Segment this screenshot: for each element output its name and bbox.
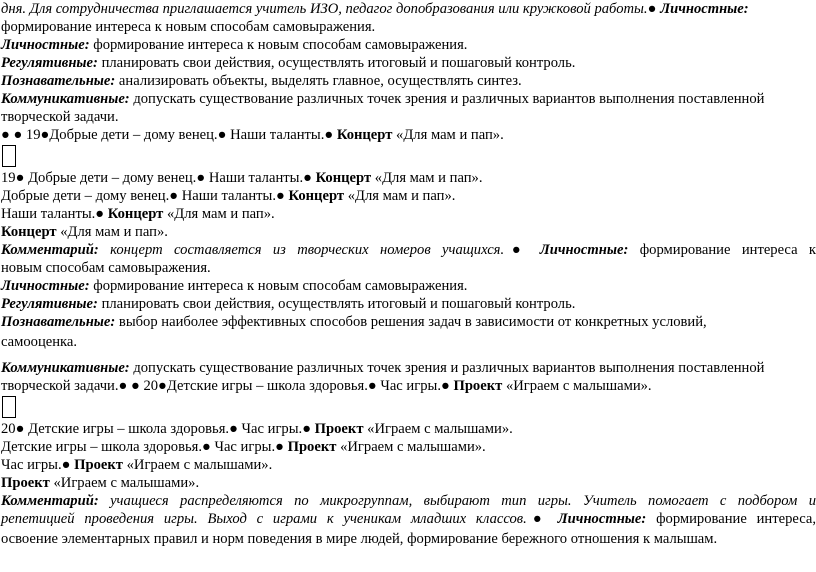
label-proekt: Проект [453, 378, 503, 394]
label-proekt: Проект [1, 475, 50, 491]
label-koncert: Концерт [107, 206, 164, 222]
title: «Играем с малышами». [340, 439, 486, 455]
text: формирование интереса к новым способам самовыражения. [93, 37, 468, 53]
paragraph-intro [1, 0, 816, 18]
paragraph-regulyativnye [1, 54, 816, 72]
title: «Для мам и пап». [166, 206, 275, 222]
bullet: ● [61, 457, 71, 473]
empty-box [2, 145, 16, 167]
text-line: освоение элементарных правил и норм поведения в мире людей, формирование бережного отношения к малышам. [1, 531, 718, 547]
title: Детские игры – школа здоровья. [28, 421, 230, 437]
text-line: творческой задачи. [1, 109, 119, 125]
title: Наши таланты. [181, 188, 277, 204]
title: «Играем с малышами». [53, 475, 200, 491]
bullets: ● ● 19● [1, 127, 50, 143]
paragraph-poznavatelnye [1, 72, 816, 90]
spacer [1, 351, 816, 359]
paragraph-lichnostnye [1, 36, 816, 54]
label-koncert: Концерт [1, 224, 57, 240]
line-20 [1, 420, 816, 438]
text-line: самооценка. [1, 334, 78, 350]
paragraph-regulyativnye-2 [1, 295, 816, 313]
label-lichnostnye: Личностные: [1, 278, 90, 294]
heading-20 [1, 377, 816, 395]
label-poznavatelnye: Познавательные: [1, 314, 116, 330]
title: «Играем с малышами». [367, 421, 513, 437]
title: Детские игры – школа здоровья. [1, 439, 202, 455]
paragraph-kommentariy-2 [1, 492, 816, 510]
bullet: ● [647, 1, 657, 17]
label-kommunikativnye: Коммуникативные: [1, 360, 130, 376]
text: творческой задачи. [1, 378, 119, 394]
bullet: ● [367, 378, 377, 394]
bullet: ● [15, 170, 25, 186]
paragraph-kommentariy-2b [1, 510, 816, 528]
title: Наши таланты. [230, 127, 325, 143]
heading-19 [1, 126, 816, 144]
title: Детские игры – школа здоровья. [166, 378, 368, 394]
text: планировать свои действия, осуществлять итоговый и пошаговый контроль. [101, 55, 576, 71]
text: анализировать объекты, выделять главное, осуществлять синтез. [118, 73, 522, 89]
text: допускать существование различных точек зрения и различных вариантов выполнения поставленной [133, 360, 765, 376]
title: Наши таланты. [208, 170, 304, 186]
label-lichnostnye: Личностные: [539, 242, 629, 258]
line-detskie [1, 438, 816, 456]
label-proekt: Проект [74, 457, 123, 473]
number: 20 [1, 421, 16, 437]
bullet: ● [440, 378, 450, 394]
bullet: ● [302, 421, 312, 437]
label-lichnostnye: Личностные: [1, 37, 90, 53]
text: формирование интереса, [656, 511, 816, 527]
bullet: ● [196, 170, 206, 186]
label-kommentariy: Комментарий: [1, 493, 99, 509]
paragraph-kommunikativnye-2 [1, 359, 816, 377]
title: Наши таланты. [1, 206, 96, 222]
paragraph-poznavatelnye-2 [1, 313, 816, 331]
text-line: формирование интереса к новым способам самовыражения. [1, 19, 376, 35]
label-koncert: Концерт [336, 127, 393, 143]
line-dobrye [1, 187, 816, 205]
bullet: ● [15, 421, 25, 437]
text: выбор наиболее эффективных способов решения задач в зависимости от конкретных условий, [118, 314, 707, 330]
label-koncert: Концерт [315, 170, 372, 186]
text: концерт составляется из творческих номеров учащихся. [110, 242, 505, 258]
bullet: ● [229, 421, 238, 437]
paragraph-lichnostnye-2 [1, 277, 816, 295]
title: Добрые дети – дому венец. [49, 127, 218, 143]
bullets: ● ● 20● [118, 378, 167, 394]
line-talanty [1, 205, 816, 223]
title: Час игры. [1, 457, 62, 473]
title: Добрые дети – дому венец. [28, 170, 197, 186]
text: репетицией проведения игры. Выход с играми к ученикам младших классов. [1, 511, 527, 527]
bullet: ● [504, 242, 529, 258]
bullet: ● [276, 188, 285, 204]
label-kommentariy: Комментарий: [1, 242, 99, 258]
text: допускать существование различных точек зрения и различных вариантов выполнения поставленной [133, 91, 765, 107]
line-19 [1, 169, 816, 187]
title: Час игры. [380, 378, 441, 394]
bullet: ● [303, 170, 312, 186]
empty-box [2, 396, 16, 418]
line-koncert [1, 223, 816, 241]
label-proekt: Проект [287, 439, 337, 455]
paragraph-kommunikativnye [1, 90, 816, 108]
title: Час игры. [214, 439, 276, 455]
line-chas [1, 456, 816, 474]
text: формирование интереса к новым способам самовыражения. [93, 278, 468, 294]
label-kommunikativnye: Коммуникативные: [1, 91, 130, 107]
bullet: ● [217, 127, 227, 143]
bullet: ● [169, 188, 179, 204]
title: «Для мам и пап». [347, 188, 456, 204]
text-line: новым способам самовыражения. [1, 260, 211, 276]
label-poznavatelnye: Познавательные: [1, 73, 116, 89]
label-lichnostnye: Личностные: [660, 1, 749, 17]
title: «Играем с малышами». [505, 378, 652, 394]
title: «Для мам и пап». [60, 224, 168, 240]
line-proekt [1, 474, 816, 492]
bullet: ● [526, 511, 548, 527]
number: 19 [1, 170, 16, 186]
title: «Для мам и пап». [374, 170, 483, 186]
title: «Играем с малышами». [126, 457, 273, 473]
text: учащиеся распределяются по микрогруппам, выбирают тип игры. Учитель помогает с подбором и [110, 493, 816, 509]
title: Час игры. [241, 421, 303, 437]
paragraph-kommentariy-1 [1, 241, 816, 259]
bullet: ● [95, 206, 105, 222]
label-regulyativnye: Регулятивные: [1, 55, 98, 71]
label-regulyativnye: Регулятивные: [1, 296, 98, 312]
intro-text: дня. Для сотрудничества приглашается учитель ИЗО, педагог допобразования или кружковой работы. [1, 1, 648, 17]
label-lichnostnye: Личностные: [557, 511, 647, 527]
label-proekt: Проект [314, 421, 364, 437]
title: Добрые дети – дому венец. [1, 188, 170, 204]
label-koncert: Концерт [288, 188, 345, 204]
text: планировать свои действия, осуществлять итоговый и пошаговый контроль. [101, 296, 576, 312]
bullet: ● [324, 127, 334, 143]
bullet: ● [275, 439, 284, 455]
title: «Для мам и пап». [396, 127, 504, 143]
bullet: ● [201, 439, 211, 455]
text: формирование интереса к [639, 242, 816, 258]
